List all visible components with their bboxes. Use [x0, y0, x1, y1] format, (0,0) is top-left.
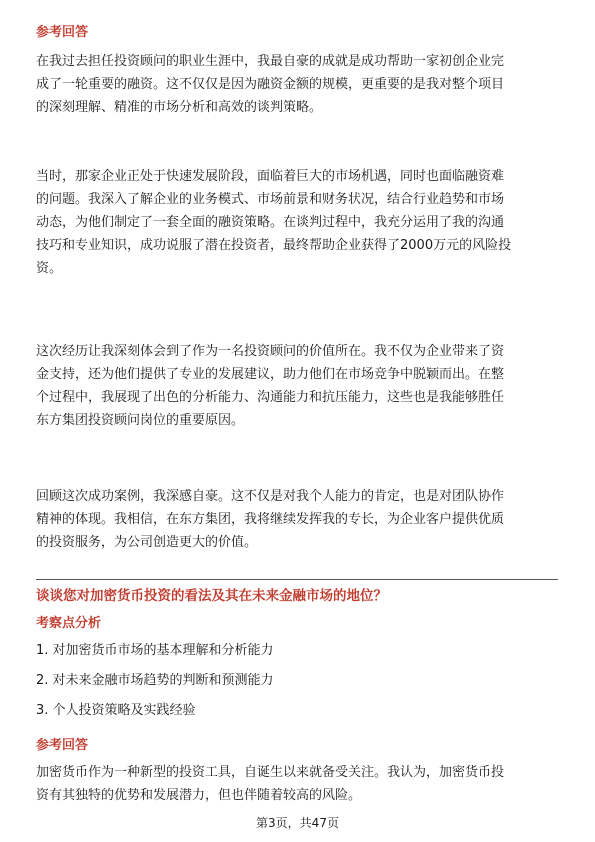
paragraph-line: 金支持，还为他们提供了专业的发展建议，助力他们在市场竞争中脱颖而出。在整 [36, 367, 505, 382]
paragraph-line: 技巧和专业知识，成功说服了潜在投资者，最终帮助企业获得了2000万元的风险投 [36, 238, 512, 253]
paragraph-line: 的深刻理解、精准的市场分析和高效的谈判策略。 [36, 100, 323, 115]
answer-paragraph-2 [36, 165, 558, 280]
paragraph-line: 个过程中，我展现了出色的分析能力、沟通能力和抗压能力，这些也是我能够胜任 [36, 390, 505, 405]
paragraph-line: 在我过去担任投资顾问的职业生涯中，我最自豪的成就是成功帮助一家初创企业完 [36, 54, 505, 69]
answer-paragraph-4 [36, 485, 558, 554]
analysis-point: 3. 个人投资策略及实践经验 [36, 703, 196, 718]
paragraph-line: 的投资服务，为公司创造更大的价值。 [36, 535, 258, 550]
answer-heading: 参考回答 [36, 25, 89, 40]
answer-heading: 参考回答 [36, 738, 89, 753]
answer-paragraph-1 [36, 50, 558, 119]
paragraph-line: 当时，那家企业正处于快速发展阶段，面临着巨大的市场机遇，同时也面临融资难 [36, 169, 505, 184]
answer-paragraph [36, 761, 558, 807]
paragraph-line: 资。 [36, 261, 63, 276]
analysis-heading: 考察点分析 [36, 616, 102, 631]
paragraph-line: 回顾这次成功案例，我深感自豪。这不仅是对我个人能力的肯定，也是对团队协作 [36, 489, 505, 504]
paragraph-line: 这次经历让我深刻体会到了作为一名投资顾问的价值所在。我不仅为企业带来了资 [36, 344, 505, 359]
paragraph-line: 的问题。我深入了解企业的业务模式、市场前景和财务状况，结合行业趋势和市场 [36, 192, 505, 207]
paragraph-line: 加密货币作为一种新型的投资工具，自诞生以来就备受关注。我认为，加密货币投 [36, 765, 505, 780]
paragraph-line: 成了一轮重要的融资。这不仅仅是因为融资金额的规模，更重要的是我对整个项目 [36, 77, 505, 92]
analysis-point: 1. 对加密货币市场的基本理解和分析能力 [36, 643, 274, 658]
paragraph-line: 资有其独特的优势和发展潜力，但也伴随着较高的风险。 [36, 788, 362, 803]
page-number: 第3页，共47页 [256, 816, 339, 830]
analysis-point: 2. 对未来金融市场趋势的判断和预测能力 [36, 673, 274, 688]
paragraph-line: 东方集团投资顾问岗位的重要原因。 [36, 413, 245, 428]
section-divider [36, 579, 558, 580]
answer-paragraph-3 [36, 340, 558, 432]
paragraph-line: 精神的体现。我相信，在东方集团，我将继续发挥我的专长，为企业客户提供优质 [36, 512, 505, 527]
paragraph-line: 动态，为他们制定了一套全面的融资策略。在谈判过程中，我充分运用了我的沟通 [36, 215, 505, 230]
interview-question: 谈谈您对加密货币投资的看法及其在未来金融市场的地位？ [36, 588, 387, 604]
